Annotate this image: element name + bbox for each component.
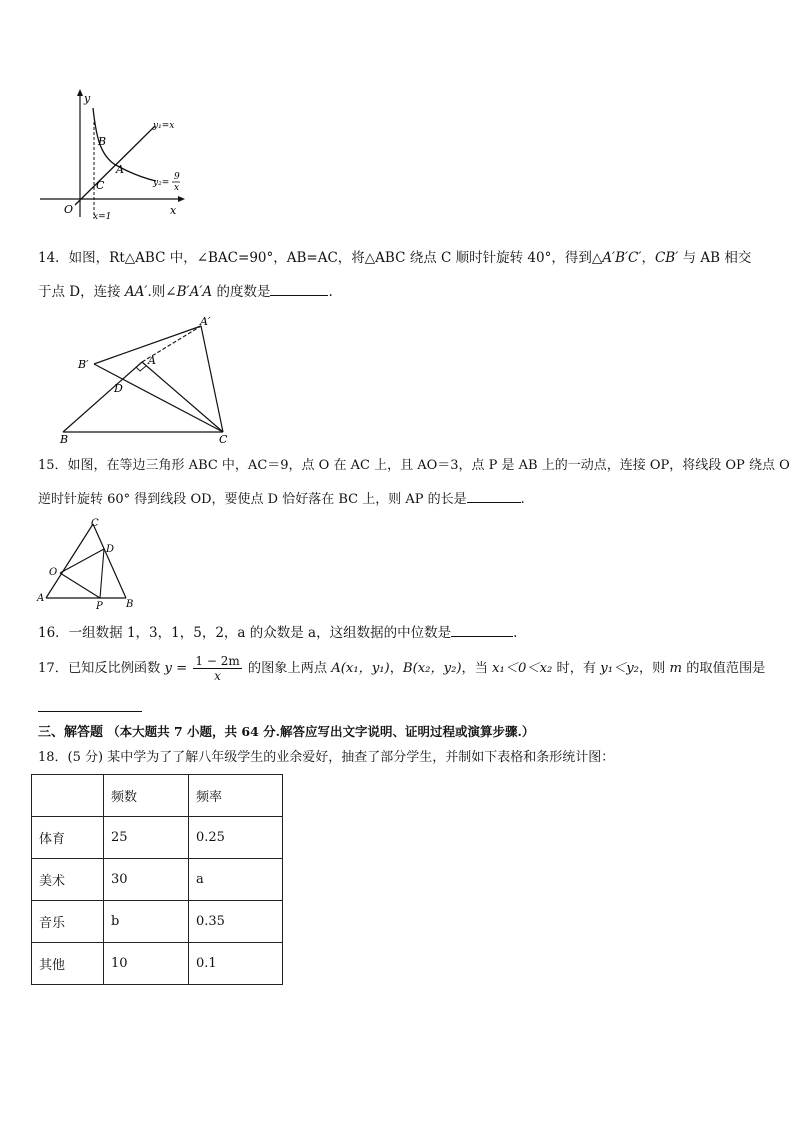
- table-cell: 音乐: [32, 901, 104, 943]
- table-cell: b: [104, 901, 189, 943]
- segment-O-P: [60, 573, 100, 598]
- table-cell: 25: [104, 817, 189, 859]
- q14-text-1: 14．如图，Rt△ABC 中，∠BAC=90°，AB=AC，将△ABC 绕点 C 顺时针旋转 40°，得到△: [38, 250, 603, 266]
- table-header-row: [32, 775, 283, 817]
- segment-B-A: [63, 362, 142, 432]
- line-y1: [75, 126, 155, 205]
- label-A1: A′: [200, 315, 211, 328]
- q17-answer-blank: [38, 711, 142, 712]
- q17-fraction-numerator: 1 − 2m: [195, 654, 240, 668]
- label-O: O: [49, 567, 58, 578]
- label-y2-denominator: x: [174, 183, 180, 193]
- y-axis-arrow: [77, 89, 83, 96]
- label-C: C: [219, 433, 228, 446]
- label-B: B: [126, 599, 134, 610]
- segment-C-B: [93, 524, 126, 598]
- q14-text-1-end: 与 AB 相交: [678, 250, 752, 266]
- segment-A-C: [46, 524, 93, 598]
- q14-angle: B′A′A: [176, 284, 213, 300]
- segment-D-P: [100, 549, 104, 598]
- q15-line1: [38, 456, 790, 476]
- q17-inequality: y₁＜y₂: [600, 661, 639, 676]
- segment-O-D: [60, 549, 104, 573]
- figure-q13-graph: [38, 86, 188, 222]
- q14-text-2b: .则∠: [147, 284, 177, 300]
- q16-line: [38, 622, 517, 643]
- q17-line: [38, 652, 765, 686]
- table-row: [32, 817, 283, 859]
- table-cell: 0.25: [189, 817, 283, 859]
- section3-title: 三、解答题: [38, 725, 104, 740]
- q17-text-e: ，则: [638, 661, 670, 676]
- label-C: C: [91, 518, 99, 529]
- q16-text: 16．一组数据 1，3，1，5，2，a 的众数是 a，这组数据的中位数是: [38, 625, 452, 641]
- q17-condition: x₁＜0＜x₂: [492, 661, 553, 676]
- q14-text-2c: 的度数是: [212, 284, 271, 300]
- q17-text-f: 的取值范围是: [682, 661, 766, 676]
- q14-line1: [38, 248, 751, 268]
- label-A: A: [148, 354, 156, 367]
- label-A: A: [116, 163, 124, 176]
- q17-fraction: [193, 654, 241, 683]
- q17-y: y: [164, 661, 172, 676]
- q14-line2: [38, 281, 333, 302]
- table-cell: a: [189, 859, 283, 901]
- q17-m: m: [669, 661, 683, 676]
- label-A: A: [37, 593, 45, 604]
- label-D: D: [106, 544, 115, 555]
- label-x-equals-1: x=1: [93, 212, 112, 222]
- table-cell: 美术: [32, 859, 104, 901]
- q17-eq: =: [171, 661, 192, 676]
- label-B: B: [98, 135, 107, 148]
- q17-sep: ，: [389, 661, 403, 676]
- q15-answer-blank: [467, 488, 521, 503]
- q17-point-A: A(x₁，y₁): [331, 661, 390, 676]
- label-P: P: [96, 601, 103, 611]
- label-origin: O: [64, 203, 74, 216]
- label-y1-eq: y₁=x: [153, 121, 175, 131]
- q16-period: .: [513, 625, 518, 641]
- table-cell: 0.1: [189, 943, 283, 985]
- q15-period: .: [520, 492, 525, 507]
- table-cell: 10: [104, 943, 189, 985]
- table-cell: 30: [104, 859, 189, 901]
- segment-B1-C: [94, 364, 223, 432]
- q17-text-b: 的图象上两点: [243, 661, 332, 676]
- table-cell: 其他: [32, 943, 104, 985]
- section3-note: （本大题共 7 小题，共 64 分.解答应写出文字说明、证明过程或演算步骤.）: [107, 724, 535, 739]
- q18-text: 18．(5 分) 某中学为了了解八年级学生的业余爱好，抽查了部分学生，并制如下表格和条形统计图：: [38, 750, 615, 765]
- table-row: [32, 901, 283, 943]
- q14-period: .: [328, 284, 333, 300]
- q14-segment-aa1: AA′: [124, 284, 148, 300]
- q14-triangle: A′B′C′: [602, 250, 642, 266]
- label-B: B: [60, 433, 69, 446]
- q16-answer-blank: [451, 622, 513, 637]
- q14-segment-cb1: CB′: [654, 250, 679, 266]
- label-C: C: [96, 179, 105, 192]
- table-row: [32, 859, 283, 901]
- table-header-cell: 频数: [104, 775, 189, 817]
- label-y2-numerator: 9: [174, 172, 180, 182]
- label-x: x: [170, 204, 177, 217]
- table-row: [32, 943, 283, 985]
- q18-line: [38, 748, 614, 768]
- q14-text-2a: 于点 D，连接: [38, 284, 125, 300]
- q14-sep: ，: [641, 250, 655, 266]
- q15-text-2: 逆时针旋转 60° 得到线段 OD，要使点 D 恰好落在 BC 上，则 AP 的长是: [38, 492, 467, 507]
- q17-point-B: B(x₂，y₂): [402, 661, 462, 676]
- table-header-cell: [32, 775, 104, 817]
- table-cell: 0.35: [189, 901, 283, 943]
- q15-text-1: 15．如图，在等边三角形 ABC 中，AC＝9，点 O 在 AC 上，且 AO＝3，点 P 是 AB 上的一动点，连接 OP，将线段 OP 绕点 O: [38, 458, 790, 473]
- table-header-cell: 频率: [189, 775, 283, 817]
- label-D: D: [114, 382, 123, 395]
- table-cell: 体育: [32, 817, 104, 859]
- label-y2-eq: y₂=: [153, 178, 170, 188]
- section3-heading: [38, 722, 534, 743]
- q17-text-a: 17．已知反比例函数: [38, 661, 165, 676]
- q14-answer-blank: [270, 281, 328, 296]
- x-axis-arrow: [178, 196, 185, 202]
- q15-line2: [38, 488, 525, 510]
- label-B1: B′: [78, 358, 89, 371]
- q17-fraction-denominator: x: [214, 669, 221, 683]
- q18-frequency-table: [31, 774, 283, 985]
- label-y: y: [84, 92, 91, 105]
- q17-text-d: 时，有: [552, 661, 601, 676]
- figure-q15-equilateral: [36, 517, 140, 611]
- figure-q14-rotation: [58, 312, 228, 447]
- q17-text-c: ，当: [461, 661, 493, 676]
